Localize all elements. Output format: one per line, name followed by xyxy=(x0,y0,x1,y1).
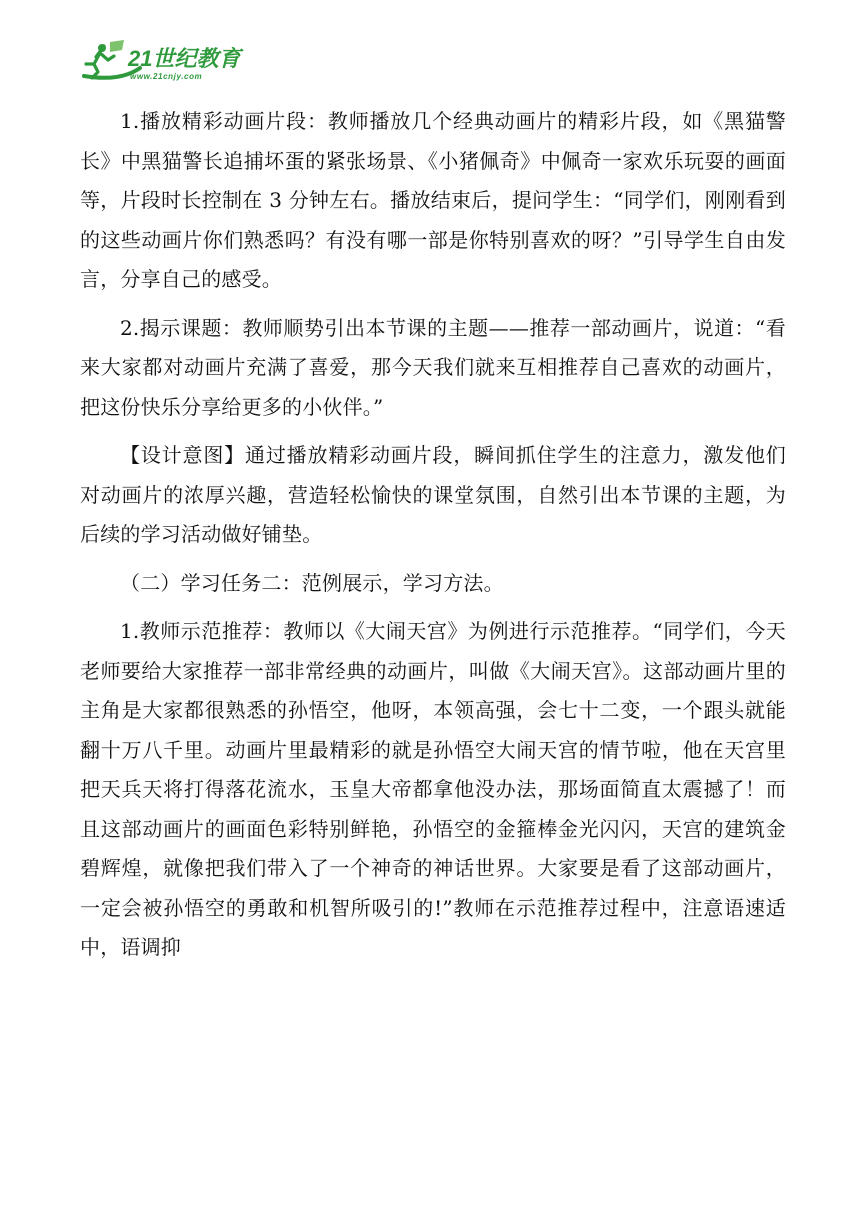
paragraph-design-intent: 【设计意图】通过播放精彩动画片段，瞬间抓住学生的注意力，激发他们对动画片的浓厚兴趣，营造轻松愉快的课堂氛围，自然引出本节课的主题，为后续的学习活动做好铺垫。 xyxy=(80,443,786,546)
paragraph-reveal-topic: 2.揭示课题：教师顺势引出本节课的主题——推荐一部动画片，说道：“看来大家都对动画片充满了喜爱，那今天我们就来互相推荐自己喜欢的动画片，把这份快乐分享给更多的小伙伴。” xyxy=(80,315,786,419)
logo-text: 21世纪教育 xyxy=(128,46,241,71)
document-body xyxy=(80,102,786,968)
section-heading-task-two: （二）学习任务二：范例展示，学习方法。 xyxy=(120,570,504,595)
logo-icon xyxy=(80,38,270,84)
header-logo xyxy=(80,38,270,84)
paragraph-play-clips: 1.播放精彩动画片段：教师播放几个经典动画片的精彩片段，如《黑猫警长》中黑猫警长追捕坏蛋的紧张场景、《小猪佩奇》中佩奇一家欢乐玩耍的画面等，片段时长控制在 3 分钟左右。播放结束后，提问学生：“同学们，刚刚看到的这些动画片你们熟悉吗？有没有哪一部是你特别喜欢的呀？”引导学生自由发言，分享自己的感受。 xyxy=(80,109,786,291)
logo-url-text: www.21cnjy.com xyxy=(130,72,203,81)
paragraph-teacher-demo: 1.教师示范推荐：教师以《大闹天宫》为例进行示范推荐。“同学们，今天老师要给大家推荐一部非常经典的动画片，叫做《大闹天宫》。这部动画片里的主角是大家都很熟悉的孙悟空，他呀，本领高强，会七十二变，一个跟头就能翻十万八千里。动画片里最精彩的就是孙悟空大闹天宫的情节啦，他在天宫里把天兵天将打得落花流水，玉皇大帝都拿他没办法，那场面简直太震撼了！而且这部动画片的画面色彩特别鲜艳，孙悟空的金箍棒金光闪闪，天宫的建筑金碧辉煌，就像把我们带入了一个神奇的神话世界。大家要是看了这部动画片，一定会被孙悟空的勇敢和机智所吸引的!”教师在示范推荐过程中，注意语速适中，语调抑 xyxy=(80,619,786,959)
